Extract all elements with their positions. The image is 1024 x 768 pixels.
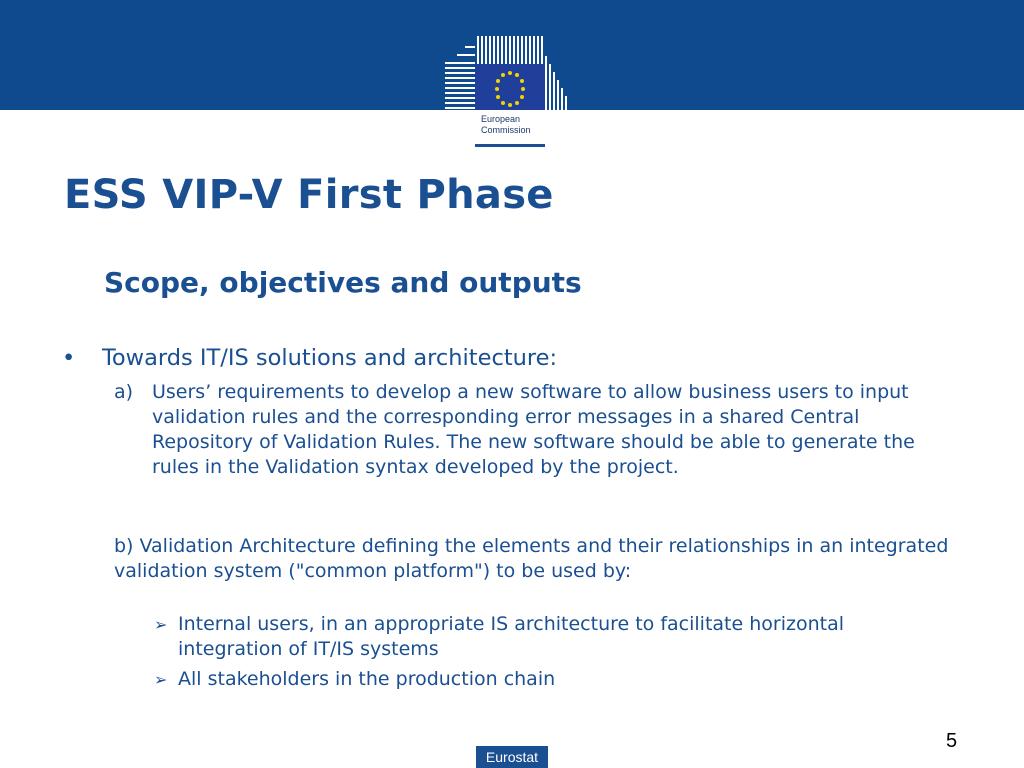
item-a-marker: a) [114, 381, 134, 403]
list-item-b: b) Validation Architecture defining the elements and their relationships in an integrated validation system ("common platform") to be used by: [114, 535, 949, 582]
footer-eurostat-tag: Eurostat [476, 746, 548, 768]
page-number: 5 [946, 730, 958, 752]
logo-text: European Commission [481, 114, 531, 135]
arrow-bullet-icon: ➢ [154, 670, 168, 689]
slide-title: ESS VIP-V First Phase [64, 172, 554, 218]
sub-item-text: Internal users, in an appropriate IS architecture to facilitate horizontal integration of IT/IS systems [178, 613, 845, 660]
main-bullet-text: Towards IT/IS solutions and architecture: [102, 345, 558, 371]
slide-subtitle: Scope, objectives and outputs [104, 266, 582, 299]
bullet-dot-icon: • [62, 345, 76, 371]
sub-item-text: All stakeholders in the production chain [178, 668, 556, 690]
building-logo-icon [443, 36, 575, 116]
item-a-text: Users’ requirements to develop a new software to allow business users to input validation rules and the corresponding error messages in a shared Central Repository of Validation Rules. The new software should be able to generate the rules in the Validation syntax developed by the project. [152, 381, 915, 478]
arrow-bullet-icon: ➢ [154, 615, 168, 634]
european-commission-logo [443, 36, 575, 144]
